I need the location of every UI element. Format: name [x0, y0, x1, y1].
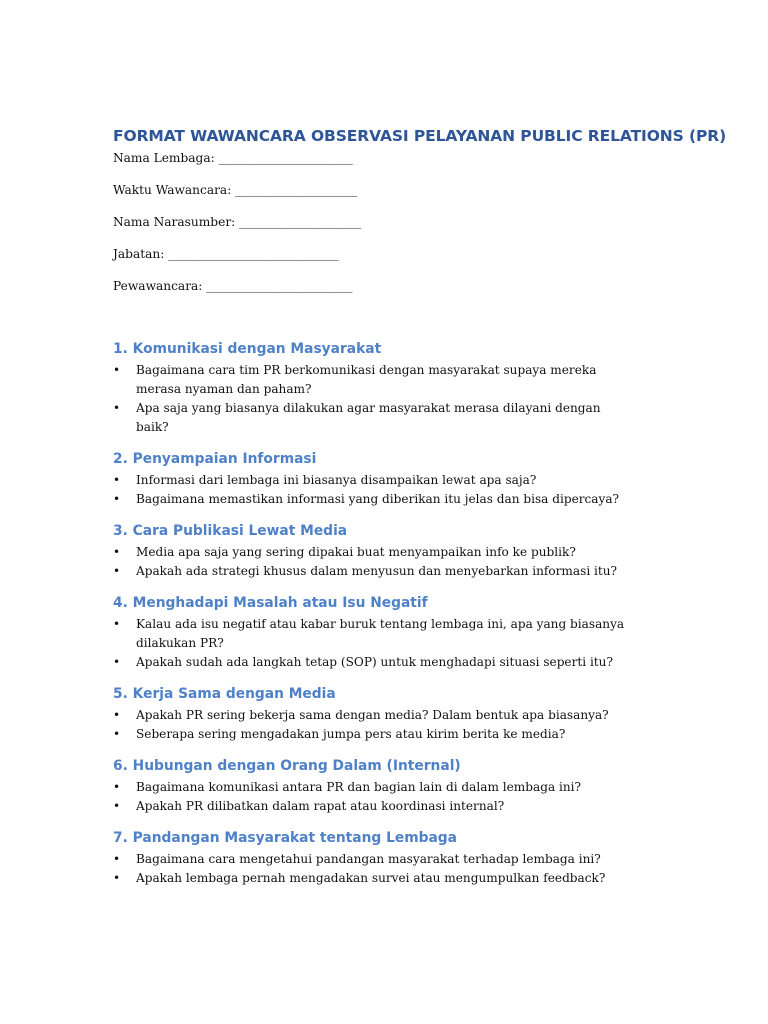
question-text: Kalau ada isu negatif atau kabar buruk tentang lembaga ini, apa yang biasanya dilakukan PR? — [136, 617, 625, 650]
section-heading: 7. Pandangan Masyarakat tentang Lembaga — [113, 830, 457, 846]
bullet-icon: • — [113, 852, 121, 866]
question-list — [113, 361, 673, 437]
question-item — [113, 361, 673, 399]
question-item — [113, 706, 673, 725]
bullet-icon: • — [113, 401, 121, 415]
question-item — [113, 797, 673, 816]
section-pandangan-masyarakat — [113, 828, 673, 888]
question-item — [113, 543, 673, 562]
bullet-icon: • — [113, 799, 121, 813]
question-list — [113, 778, 673, 816]
question-item — [113, 615, 673, 653]
field-pewawancara: Pewawancara: ________________________ — [113, 279, 353, 293]
question-text: Bagaimana komunikasi antara PR dan bagian lain di dalam lembaga ini? — [136, 780, 582, 794]
bullet-icon: • — [113, 655, 121, 669]
question-list — [113, 615, 673, 672]
section-publikasi-media — [113, 521, 673, 581]
question-text: Media apa saja yang sering dipakai buat menyampaikan info ke publik? — [136, 545, 576, 559]
field-jabatan: Jabatan: ____________________________ — [113, 247, 339, 261]
bullet-icon: • — [113, 363, 121, 377]
section-kerja-sama-media — [113, 684, 673, 744]
bullet-icon: • — [113, 564, 121, 578]
question-text: Bagaimana memastikan informasi yang diberikan itu jelas dan bisa dipercaya? — [136, 492, 620, 506]
question-list — [113, 471, 673, 509]
question-text: Apa saja yang biasanya dilakukan agar masyarakat merasa dilayani dengan baik? — [136, 401, 601, 434]
question-item — [113, 850, 673, 869]
question-item — [113, 399, 673, 437]
field-waktu-wawancara: Waktu Wawancara: ____________________ — [113, 183, 358, 197]
bullet-icon: • — [113, 727, 121, 741]
bullet-icon: • — [113, 492, 121, 506]
section-komunikasi — [113, 339, 673, 437]
document-title: FORMAT WAWANCARA OBSERVASI PELAYANAN PUBLIC RELATIONS (PR) — [113, 127, 727, 145]
question-text: Informasi dari lembaga ini biasanya disampaikan lewat apa saja? — [136, 473, 537, 487]
question-list — [113, 850, 673, 888]
identity-fields — [113, 149, 673, 295]
question-item — [113, 653, 673, 672]
section-isu-negatif — [113, 593, 673, 672]
question-item — [113, 471, 673, 490]
section-heading: 3. Cara Publikasi Lewat Media — [113, 523, 348, 539]
document-page — [113, 124, 727, 888]
section-heading: 6. Hubungan dengan Orang Dalam (Internal) — [113, 758, 461, 774]
question-item — [113, 562, 673, 581]
bullet-icon: • — [113, 708, 121, 722]
field-nama-lembaga: Nama Lembaga: ______________________ — [113, 151, 353, 165]
question-text: Apakah sudah ada langkah tetap (SOP) untuk menghadapi situasi seperti itu? — [136, 655, 613, 669]
question-text: Apakah lembaga pernah mengadakan survei atau mengumpulkan feedback? — [136, 871, 606, 885]
question-item — [113, 778, 673, 797]
question-item — [113, 490, 673, 509]
bullet-icon: • — [113, 473, 121, 487]
question-text: Seberapa sering mengadakan jumpa pers atau kirim berita ke media? — [136, 727, 566, 741]
bullet-icon: • — [113, 617, 121, 631]
section-hubungan-internal — [113, 756, 673, 816]
bullet-icon: • — [113, 871, 121, 885]
question-list — [113, 706, 673, 744]
bullet-icon: • — [113, 780, 121, 794]
field-nama-narasumber: Nama Narasumber: ____________________ — [113, 215, 362, 229]
section-heading: 5. Kerja Sama dengan Media — [113, 686, 336, 702]
section-penyampaian-informasi — [113, 449, 673, 509]
question-text: Bagaimana cara mengetahui pandangan masyarakat terhadap lembaga ini? — [136, 852, 601, 866]
question-item — [113, 869, 673, 888]
section-heading: 1. Komunikasi dengan Masyarakat — [113, 341, 382, 357]
question-text: Apakah PR sering bekerja sama dengan media? Dalam bentuk apa biasanya? — [136, 708, 609, 722]
question-text: Bagaimana cara tim PR berkomunikasi dengan masyarakat supaya mereka merasa nyaman dan paham? — [136, 363, 597, 396]
question-item — [113, 725, 673, 744]
section-heading: 4. Menghadapi Masalah atau Isu Negatif — [113, 595, 428, 611]
section-heading: 2. Penyampaian Informasi — [113, 451, 317, 467]
question-text: Apakah ada strategi khusus dalam menyusun dan menyebarkan informasi itu? — [136, 564, 618, 578]
bullet-icon: • — [113, 545, 121, 559]
question-text: Apakah PR dilibatkan dalam rapat atau koordinasi internal? — [136, 799, 505, 813]
question-list — [113, 543, 673, 581]
